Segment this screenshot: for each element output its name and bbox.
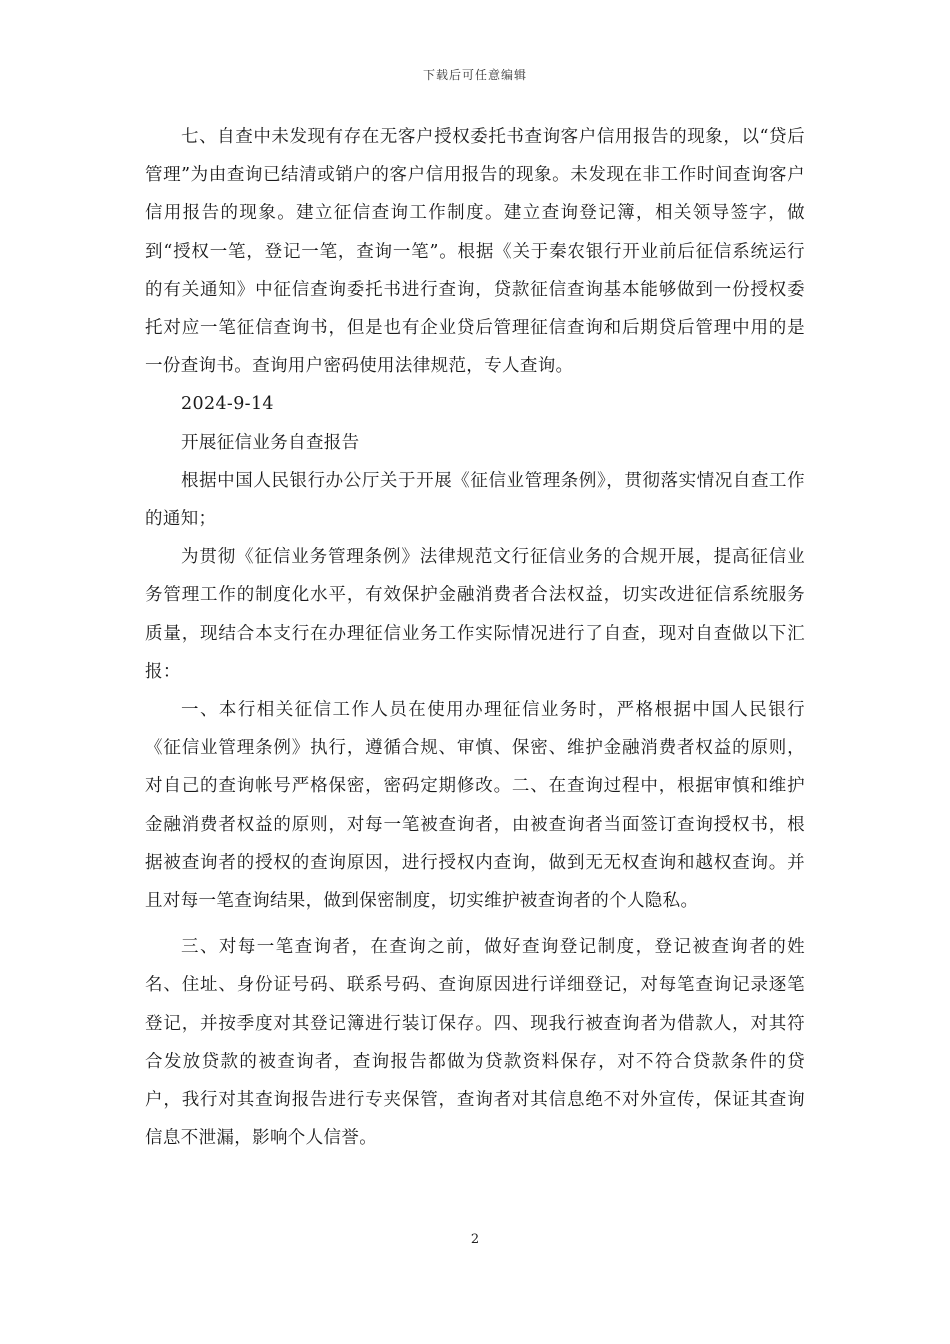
paragraph-notice-basis: 根据中国人民银行办公厅关于开展《征信业管理条例》，贯彻落实情况自查工作的通知； (145, 470, 805, 530)
paragraph-purpose: 为贯彻《征信业务管理条例》法律规范文行征信业务的合规开展，提高征信业务管理工作的制度化水平，有效保护金融消费者合法权益，切实改进征信系统服务质量，现结合本支行在办理征信业务工作实际情况进行了自查，现对自查做以下汇报： (145, 547, 805, 682)
page-number: 2 (470, 1232, 480, 1247)
report-date: 2024-9-14 (181, 394, 274, 415)
paragraph-items-three-four: 三、对每一笔查询者，在查询之前，做好查询登记制度，登记被查询者的姓名、住址、身份证号码、联系号码、查询原因进行详细登记，对每笔查询记录逐笔登记，并按季度对其登记簿进行装订保存。四、现我行被查询者为借款人，对其符合发放贷款的被查询者，查询报告都做为贷款资料保存，对不符合贷款条件的贷户，我行对其查询报告进行专夹保管，查询者对其信息绝不对外宣传，保证其查询信息不泄漏，影响个人信誉。 (145, 937, 805, 1149)
report-title: 开展征信业务自查报告 (181, 432, 360, 453)
paragraph-self-check-seven: 七、自查中未发现有存在无客户授权委托书查询客户信用报告的现象，以“贷后管理”为由查询已结清或销户的客户信用报告的现象。未发现在非工作时间查询客户信用报告的现象。建立征信查询工作制度。建立查询登记簿，相关领导签字，做到“授权一笔，登记一笔，查询一笔”。根据《关于秦农银行开业前后征信系统运行的有关通知》中征信查询委托书进行查询，贷款征信查询基本能够做到一份授权委托对应一笔征信查询书，但是也有企业贷后管理征信查询和后期贷后管理中用的是一份查询书。查询用户密码使用法律规范，专人查询。 (145, 127, 805, 377)
paragraph-items-one-two: 一、本行相关征信工作人员在使用办理征信业务时，严格根据中国人民银行《征信业管理条例》执行，遵循合规、审慎、保密、维护金融消费者权益的原则，对自己的查询帐号严格保密，密码定期修改。二、在查询过程中，根据审慎和维护金融消费者权益的原则，对每一笔被查询者，由被查询者当面签订查询授权书，根据被查询者的授权的查询原因，进行授权内查询，做到无无权查询和越权查询。并且对每一笔查询结果，做到保密制度，切实维护被查询者的个人隐私。 (145, 700, 805, 912)
page-header: 下载后可任意编辑 (422, 68, 527, 82)
document-body (145, 118, 805, 1157)
